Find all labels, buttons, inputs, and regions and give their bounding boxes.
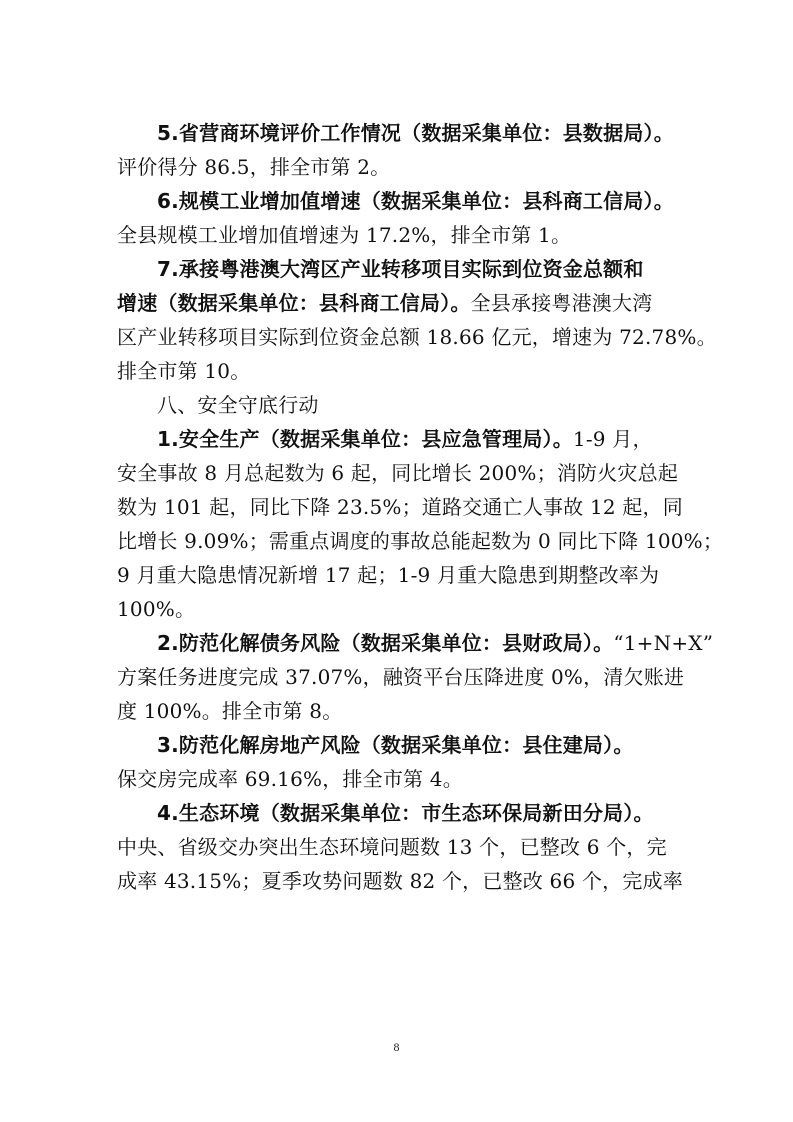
page-number: 8 xyxy=(393,1040,400,1054)
paragraph-line: 度 100%。排全市第 8。 xyxy=(117,699,343,723)
heading-business-environment: 5.省营商环境评价工作情况（数据采集单位：县数据局）。 xyxy=(157,121,674,145)
paragraph-line: 增速（数据采集单位：县科商工信局）。全县承接粤港澳大湾 xyxy=(117,291,653,315)
paragraph-line: 成率 43.15%；夏季攻势问题数 82 个，已整改 66 个，完成率 xyxy=(117,869,683,893)
heading-ecology: 4.生态环境（数据采集单位：市生态环保局新田分局）。 xyxy=(157,801,654,825)
paragraph-line: 100%。 xyxy=(117,597,196,621)
heading-real-estate-risk: 3.防范化解房地产风险（数据采集单位：县住建局）。 xyxy=(157,733,634,757)
paragraph-line: 排全市第 10。 xyxy=(117,359,251,383)
heading-industrial-growth: 6.规模工业增加值增速（数据采集单位：县科商工信局）。 xyxy=(157,189,674,213)
paragraph-line: 安全事故 8 月总起数为 6 起，同比增长 200%；消防火灾总起 xyxy=(117,461,679,485)
section-heading-safety: 八、安全守底行动 xyxy=(157,393,319,417)
paragraph-line: 区产业转移项目实际到位资金总额 18.66 亿元，增速为 72.78%。 xyxy=(117,325,717,349)
paragraph-line: 评价得分 86.5，排全市第 2。 xyxy=(117,155,391,179)
paragraph-line: 方案任务进度完成 37.07%，融资平台压降进度 0%，清欠账进 xyxy=(117,665,685,689)
paragraph-line: 中央、省级交办突出生态环境问题数 13 个，已整改 6 个，完 xyxy=(117,835,667,859)
heading-industry-transfer: 7.承接粤港澳大湾区产业转移项目实际到位资金总额和 xyxy=(157,257,644,281)
paragraph-line: 保交房完成率 69.16%，排全市第 4。 xyxy=(117,767,463,791)
paragraph-line: 比增长 9.09%；需重点调度的事故总能起数为 0 同比下降 100%； xyxy=(117,529,724,553)
paragraph-line: 全县规模工业增加值增速为 17.2%，排全市第 1。 xyxy=(117,223,572,247)
paragraph-line: 数为 101 起，同比下降 23.5%；道路交通亡人事故 12 起，同 xyxy=(117,495,683,519)
document-body xyxy=(117,116,724,898)
heading-safe-production: 1.安全生产（数据采集单位：县应急管理局）。1-9 月， xyxy=(157,427,653,451)
heading-debt-risk: 2.防范化解债务风险（数据采集单位：县财政局）。“1+N+X” xyxy=(157,631,714,655)
paragraph-line: 9 月重大隐患情况新增 17 起；1-9 月重大隐患到期整改率为 xyxy=(117,563,660,587)
